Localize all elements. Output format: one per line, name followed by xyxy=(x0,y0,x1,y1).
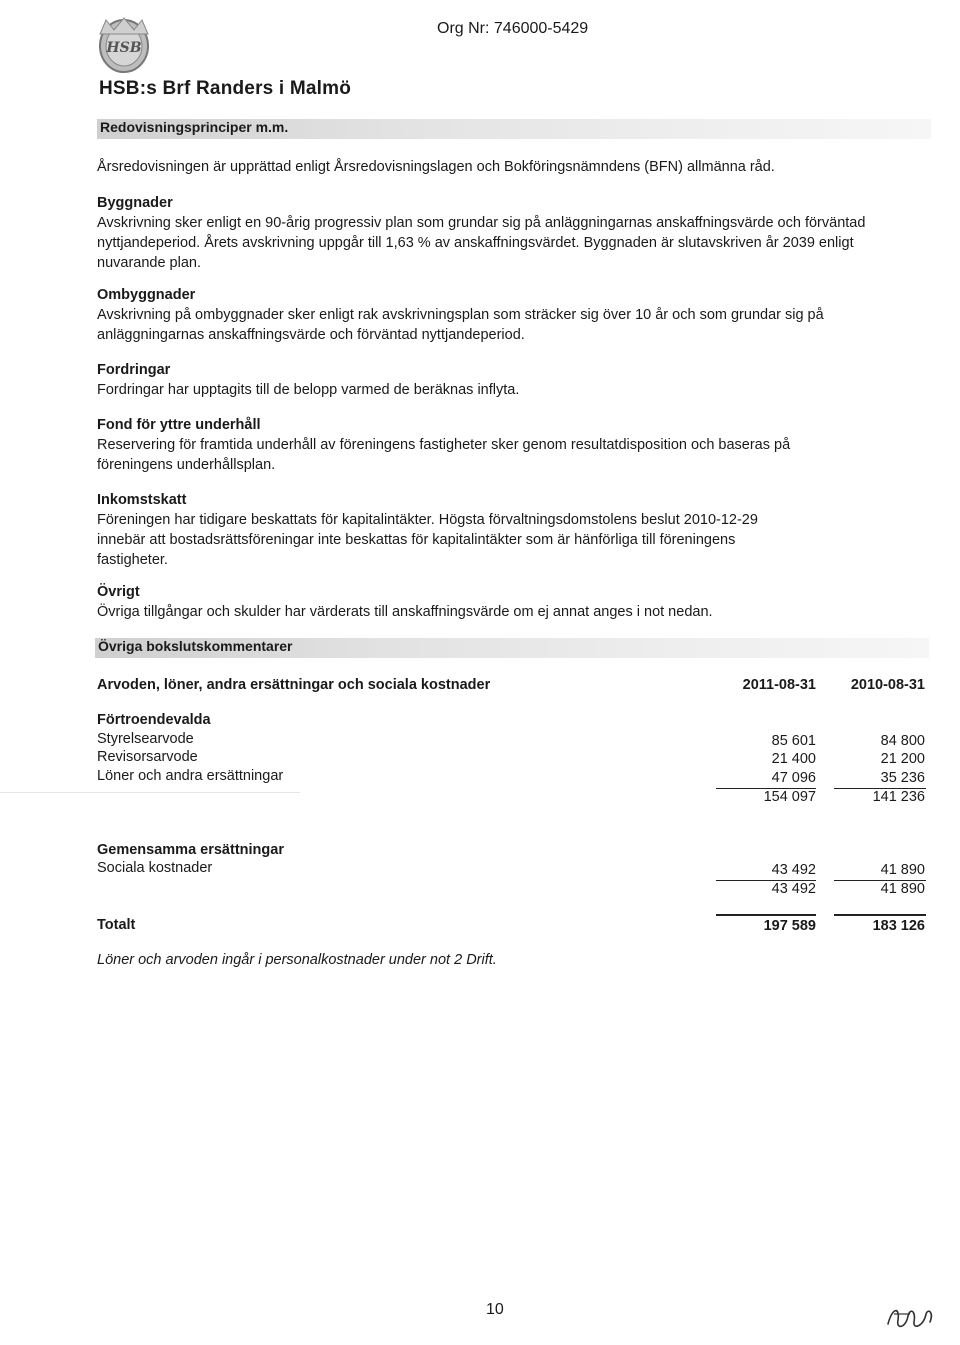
total-2011: 197 589 xyxy=(763,918,816,934)
section-heading: Inkomstskatt xyxy=(97,492,187,508)
row-value-2011: 21 400 xyxy=(771,751,816,767)
body-line: Fordringar har upptagits till de belopp varmed de beräknas inflyta. xyxy=(97,382,520,398)
table-note: Löner och arvoden ingår i personalkostnader under not 2 Drift. xyxy=(97,952,497,968)
organization-name: HSB:s Brf Randers i Malmö xyxy=(99,78,352,99)
body-line: nyttjandeperiod. Årets avskrivning uppgår till 1,63 % av anskaffningsvärdet. Byggnaden är slutavskriven år 2039 enligt xyxy=(97,235,854,251)
logo-text: HSB xyxy=(106,40,142,56)
section-byggnader xyxy=(97,193,917,273)
group-sum-2011: 154 097 xyxy=(763,789,816,805)
row-value-2010: 41 890 xyxy=(880,862,925,878)
body-line: Avskrivning sker enligt en 90-årig progressiv plan som grundar sig på anläggningarnas anskaffningsvärde och förväntad xyxy=(97,215,866,231)
row-label: Styrelsearvode xyxy=(97,731,194,747)
band-title: Övriga bokslutskommentarer xyxy=(98,638,293,654)
section-heading: Ombyggnader xyxy=(97,287,196,303)
scan-artifact-line xyxy=(0,792,300,793)
row-value-2010: 35 236 xyxy=(880,770,925,786)
org-number: Org Nr: 746000-5429 xyxy=(437,20,589,37)
group-sum-2010: 141 236 xyxy=(872,789,925,805)
total-label: Totalt xyxy=(97,917,136,933)
total-2010: 183 126 xyxy=(872,918,925,934)
total-rule xyxy=(716,914,816,916)
row-value-2011: 43 492 xyxy=(771,862,816,878)
section-ovrigt xyxy=(97,582,917,622)
row-value-2010: 21 200 xyxy=(880,751,925,767)
column-header-2010: 2010-08-31 xyxy=(850,677,925,693)
section-fond xyxy=(97,415,917,475)
body-line: innebär att bostadsrättsföreningar inte beskattas för kapitalintäkter som är hänförliga till föreningens xyxy=(97,532,736,548)
section-band-comments xyxy=(95,638,929,658)
section-fordringar xyxy=(97,360,917,400)
row-value-2011: 85 601 xyxy=(771,733,816,749)
body-line: fastigheter. xyxy=(97,552,168,568)
total-rule xyxy=(834,914,926,916)
section-heading: Byggnader xyxy=(97,195,173,211)
group-heading: Förtroendevalda xyxy=(97,712,211,728)
handwritten-signature xyxy=(880,1300,940,1336)
column-header-2011: 2011-08-31 xyxy=(742,677,816,693)
section-band-principles xyxy=(97,119,931,139)
page-number: 10 xyxy=(486,1301,504,1318)
body-line: anläggningarnas anskaffningsvärde och förväntad nyttjandeperiod. xyxy=(97,327,525,343)
group-sum-2010: 41 890 xyxy=(880,881,925,897)
body-line: föreningens underhållsplan. xyxy=(97,457,276,473)
table-title: Arvoden, löner, andra ersättningar och sociala kostnader xyxy=(97,677,491,693)
section-inkomstskatt xyxy=(97,490,917,570)
row-label: Sociala kostnader xyxy=(97,860,213,876)
body-line: Föreningen har tidigare beskattats för kapitalintäkter. Högsta förvaltningsdomstolens beslut 2010-12-29 xyxy=(97,512,758,528)
row-value-2011: 47 096 xyxy=(771,770,816,786)
section-ombyggnader xyxy=(97,285,917,345)
row-label: Revisorsarvode xyxy=(97,749,198,765)
section-heading: Fordringar xyxy=(97,362,171,378)
hsb-logo xyxy=(92,14,156,74)
group-sum-2011: 43 492 xyxy=(771,881,816,897)
body-line: Avskrivning på ombyggnader sker enligt rak avskrivningsplan som sträcker sig över 10 år och som grundar sig på xyxy=(97,307,824,323)
row-label: Löner och andra ersättningar xyxy=(97,768,284,784)
body-line: Övriga tillgångar och skulder har värderats till anskaffningsvärde om ej annat anges i not nedan. xyxy=(97,604,713,620)
intro-text: Årsredovisningen är upprättad enligt Årsredovisningslagen och Bokföringsnämndens (BFN) allmänna råd. xyxy=(97,159,775,175)
band-title: Redovisningsprinciper m.m. xyxy=(100,119,289,135)
section-heading: Fond för yttre underhåll xyxy=(97,417,261,433)
section-heading: Övrigt xyxy=(97,584,140,600)
body-line: Reservering för framtida underhåll av föreningens fastigheter sker genom resultatdisposition och baseras på xyxy=(97,437,791,453)
row-value-2010: 84 800 xyxy=(880,733,925,749)
group-heading: Gemensamma ersättningar xyxy=(97,842,284,858)
body-line: nuvarande plan. xyxy=(97,255,201,271)
intro-paragraph xyxy=(97,157,917,177)
